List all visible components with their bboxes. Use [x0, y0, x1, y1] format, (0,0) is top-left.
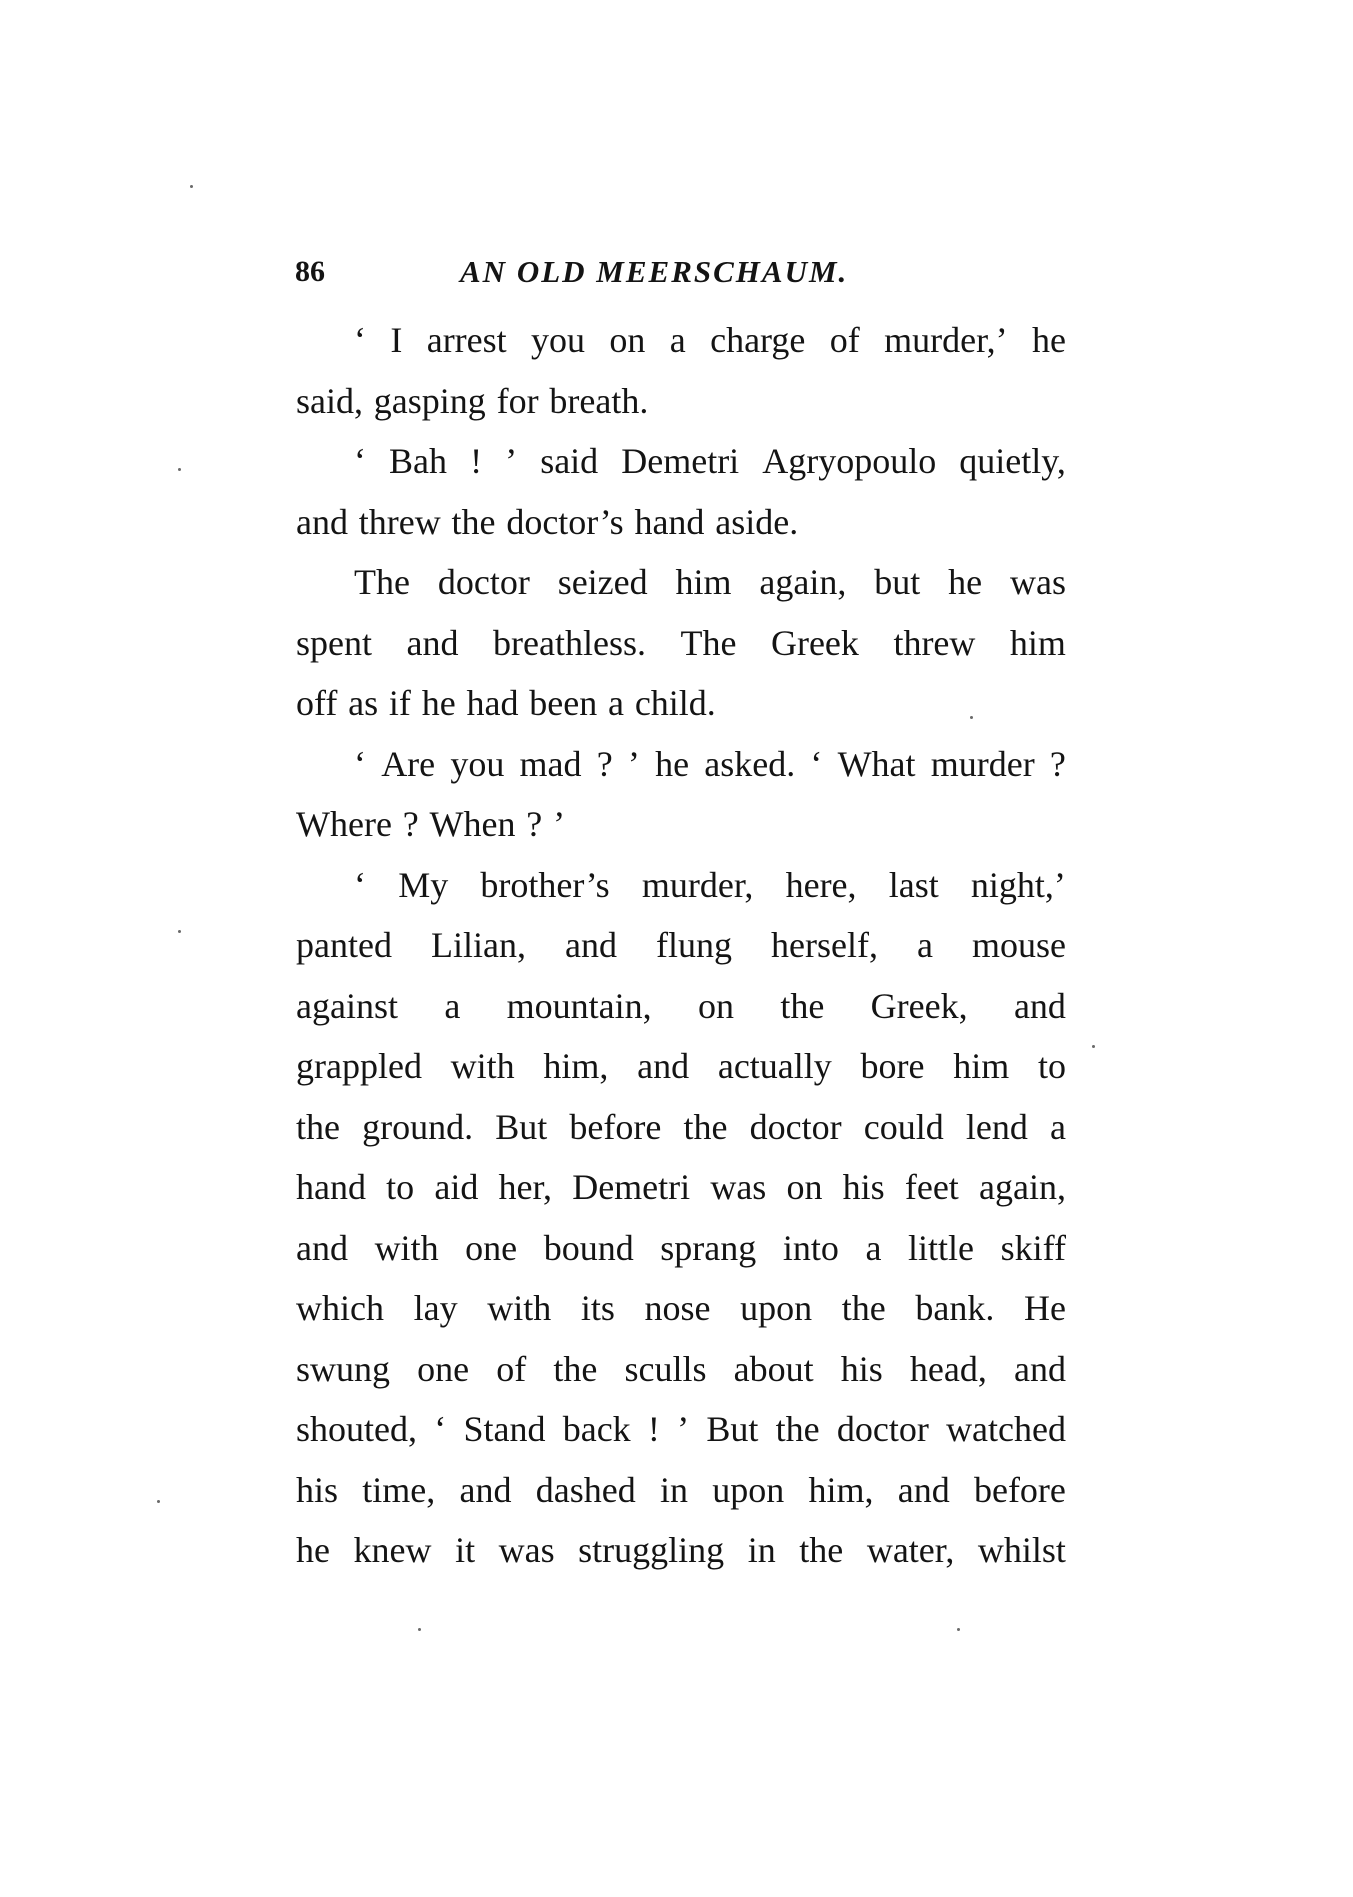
scan-speck	[957, 1628, 960, 1631]
word: doctor’s	[506, 501, 624, 542]
word: The	[680, 622, 737, 663]
running-title: AN OLD MEERSCHAUM.	[460, 254, 849, 289]
word: shouted,	[296, 1409, 417, 1449]
word: the	[780, 985, 825, 1026]
word: ?	[526, 804, 543, 844]
word: night,’	[970, 864, 1066, 905]
word: threw	[358, 501, 441, 542]
word: threw	[893, 622, 976, 663]
word: and	[1013, 985, 1066, 1026]
word: Demetri	[572, 1167, 691, 1207]
word: !	[647, 1409, 660, 1449]
word: a	[916, 925, 933, 965]
word: Demetri	[621, 441, 740, 481]
text-line	[296, 1097, 1066, 1158]
word: What	[837, 743, 916, 784]
scan-speck	[418, 1628, 421, 1631]
text-line	[296, 1157, 1066, 1218]
word: murder	[930, 743, 1035, 784]
word: had	[466, 683, 519, 723]
word: and	[564, 925, 617, 965]
text-line	[296, 673, 1066, 734]
word: quietly,	[959, 441, 1066, 481]
word: child.	[634, 683, 716, 723]
word: the	[683, 1106, 728, 1147]
word: dashed	[535, 1469, 636, 1510]
word: again,	[978, 1167, 1066, 1207]
word: ‘	[810, 743, 823, 784]
word: him	[1009, 622, 1066, 663]
word: skiff	[1000, 1227, 1066, 1268]
word: been	[529, 683, 598, 723]
word: he	[948, 562, 983, 602]
word: When	[429, 804, 516, 844]
word: on	[609, 320, 646, 360]
word: upon	[740, 1288, 813, 1328]
word: feet	[904, 1167, 959, 1207]
word: ’	[677, 1409, 690, 1449]
word: herself,	[771, 925, 878, 965]
word: grappled	[296, 1046, 422, 1086]
word: the	[841, 1288, 886, 1328]
word: aside.	[715, 501, 799, 542]
word: bore	[860, 1046, 925, 1086]
word: the	[775, 1409, 820, 1449]
text-line	[296, 1278, 1066, 1339]
text-line	[296, 1399, 1066, 1460]
word: with	[374, 1227, 439, 1268]
word: brother’s	[480, 864, 610, 905]
word: and	[459, 1469, 512, 1510]
word: ground.	[362, 1106, 474, 1147]
word: panted	[296, 925, 392, 965]
word: for	[496, 380, 539, 421]
word: lend	[965, 1106, 1028, 1147]
word: little	[908, 1227, 975, 1268]
word: struggling	[578, 1530, 725, 1570]
word: one	[417, 1348, 470, 1389]
word: murder,’	[884, 320, 1008, 360]
scan-speck	[970, 716, 973, 719]
word: But	[706, 1409, 759, 1449]
page-number: 86	[295, 255, 325, 288]
word: on	[697, 985, 734, 1026]
word: was	[1010, 562, 1066, 602]
word: him	[675, 562, 732, 602]
word: Greek,	[870, 985, 968, 1026]
word: ‘	[354, 441, 366, 481]
word: ?	[596, 743, 613, 784]
word: in	[747, 1530, 776, 1570]
word: which	[296, 1288, 384, 1328]
text-line	[296, 552, 1066, 613]
text-line	[296, 1218, 1066, 1279]
word: Are	[381, 743, 436, 784]
word: Stand	[463, 1409, 546, 1449]
text-line	[296, 1339, 1066, 1400]
word: if	[388, 683, 411, 723]
word: he	[421, 683, 456, 723]
text-line	[296, 976, 1066, 1037]
word: in	[659, 1469, 688, 1510]
word: But	[495, 1106, 548, 1147]
word: mouse	[971, 925, 1066, 965]
word: last	[888, 864, 939, 905]
word: doctor	[749, 1106, 842, 1147]
text-line	[296, 855, 1066, 916]
word: you	[450, 743, 505, 784]
word: hand	[634, 501, 705, 542]
word: with	[450, 1046, 515, 1086]
text-line	[296, 734, 1066, 795]
word: the	[799, 1530, 844, 1570]
word: He	[1023, 1288, 1066, 1328]
word: bound	[543, 1227, 634, 1268]
word: it	[455, 1530, 476, 1570]
word: before	[569, 1106, 662, 1147]
word: Agryopoulo	[762, 441, 937, 481]
word: a	[444, 985, 461, 1026]
word: asked.	[704, 743, 796, 784]
word: of	[496, 1348, 527, 1389]
word: I	[390, 320, 403, 360]
word: doctor	[437, 562, 530, 602]
word: a	[1049, 1106, 1066, 1147]
word: off	[296, 683, 338, 723]
word: ‘	[354, 743, 366, 784]
word: as	[348, 683, 379, 723]
scan-speck	[178, 930, 181, 933]
word: back	[562, 1409, 631, 1449]
word: water,	[866, 1530, 955, 1570]
word: charge	[710, 320, 806, 360]
word: ’	[553, 804, 566, 844]
word: spent	[296, 622, 372, 663]
word: her,	[498, 1167, 553, 1207]
word: sprang	[660, 1227, 757, 1268]
word: ?	[402, 804, 419, 844]
word: hand	[296, 1167, 366, 1207]
text-line	[296, 794, 1066, 855]
word: said,	[296, 380, 363, 421]
word: head,	[909, 1348, 987, 1389]
word: a	[669, 320, 686, 360]
scan-speck	[157, 1500, 160, 1503]
word: ‘	[354, 864, 366, 905]
word: Bah	[389, 441, 448, 481]
word: and	[296, 1227, 348, 1268]
word: his	[842, 1167, 885, 1207]
word: upon	[712, 1469, 785, 1510]
word: him	[953, 1046, 1010, 1086]
word: the	[553, 1348, 598, 1389]
word: he	[296, 1530, 330, 1570]
word: lay	[413, 1288, 458, 1328]
word: one	[465, 1227, 518, 1268]
word: his	[296, 1469, 339, 1510]
word: to	[386, 1167, 415, 1207]
word: with	[487, 1288, 552, 1328]
scan-speck	[190, 185, 193, 188]
text-line	[296, 1036, 1066, 1097]
word: and	[637, 1046, 690, 1086]
word: doctor	[836, 1409, 929, 1449]
word: mountain,	[506, 985, 652, 1026]
word: nose	[644, 1288, 711, 1328]
word: and	[1013, 1348, 1066, 1389]
word: the	[451, 501, 496, 542]
word: aid	[434, 1167, 479, 1207]
word: mad	[519, 743, 582, 784]
word: before	[973, 1469, 1066, 1510]
word: said	[540, 441, 599, 481]
word: actually	[717, 1046, 832, 1086]
word: he	[655, 743, 690, 784]
word: again,	[759, 562, 847, 602]
word: and	[897, 1469, 950, 1510]
page-header	[295, 252, 1095, 292]
word: you	[531, 320, 586, 360]
word: and	[296, 501, 348, 542]
word: The	[354, 562, 410, 602]
text-line	[296, 431, 1066, 492]
word: whilst	[977, 1530, 1066, 1570]
scan-speck	[178, 468, 181, 471]
text-line	[296, 310, 1066, 371]
word: seized	[557, 562, 648, 602]
word: gasping	[373, 380, 486, 421]
word: ‘	[434, 1409, 447, 1449]
word: its	[580, 1288, 615, 1328]
word: watched	[946, 1409, 1066, 1449]
word: ’	[627, 743, 640, 784]
word: his	[840, 1348, 883, 1389]
word: knew	[353, 1530, 432, 1570]
word: arrest	[426, 320, 507, 360]
scan-speck	[1092, 1045, 1095, 1048]
word: against	[296, 985, 398, 1026]
word: breath.	[549, 380, 649, 421]
word: the	[296, 1106, 340, 1147]
word: of	[829, 320, 860, 360]
text-line	[296, 1520, 1066, 1581]
word: flung	[655, 925, 732, 965]
word: was	[710, 1167, 767, 1207]
word: he	[1031, 320, 1066, 360]
word: and	[406, 622, 459, 663]
word: ‘	[354, 320, 366, 360]
word: murder,	[641, 864, 754, 905]
word: bank.	[915, 1288, 995, 1328]
word: sculls	[624, 1348, 707, 1389]
word: but	[874, 562, 921, 602]
text-line	[296, 915, 1066, 976]
word: a	[865, 1227, 882, 1268]
text-line	[296, 492, 1066, 553]
body-text	[296, 310, 1066, 1581]
word: into	[782, 1227, 839, 1268]
word: him,	[808, 1469, 874, 1510]
word: swung	[296, 1348, 391, 1389]
word: Where	[296, 804, 392, 844]
word: breathless.	[493, 622, 646, 663]
word: could	[863, 1106, 944, 1147]
word: about	[733, 1348, 814, 1389]
word: was	[498, 1530, 555, 1570]
word: Lilian,	[430, 925, 526, 965]
text-line	[296, 1460, 1066, 1521]
text-line	[296, 371, 1066, 432]
word: time,	[362, 1469, 436, 1510]
word: ?	[1049, 743, 1066, 784]
word: him,	[543, 1046, 609, 1086]
word: here,	[785, 864, 857, 905]
word: to	[1037, 1046, 1066, 1086]
word: !	[470, 441, 483, 481]
word: a	[608, 683, 625, 723]
word: My	[398, 864, 449, 905]
text-line	[296, 613, 1066, 674]
word: ’	[505, 441, 518, 481]
word: on	[786, 1167, 823, 1207]
word: Greek	[770, 622, 859, 663]
